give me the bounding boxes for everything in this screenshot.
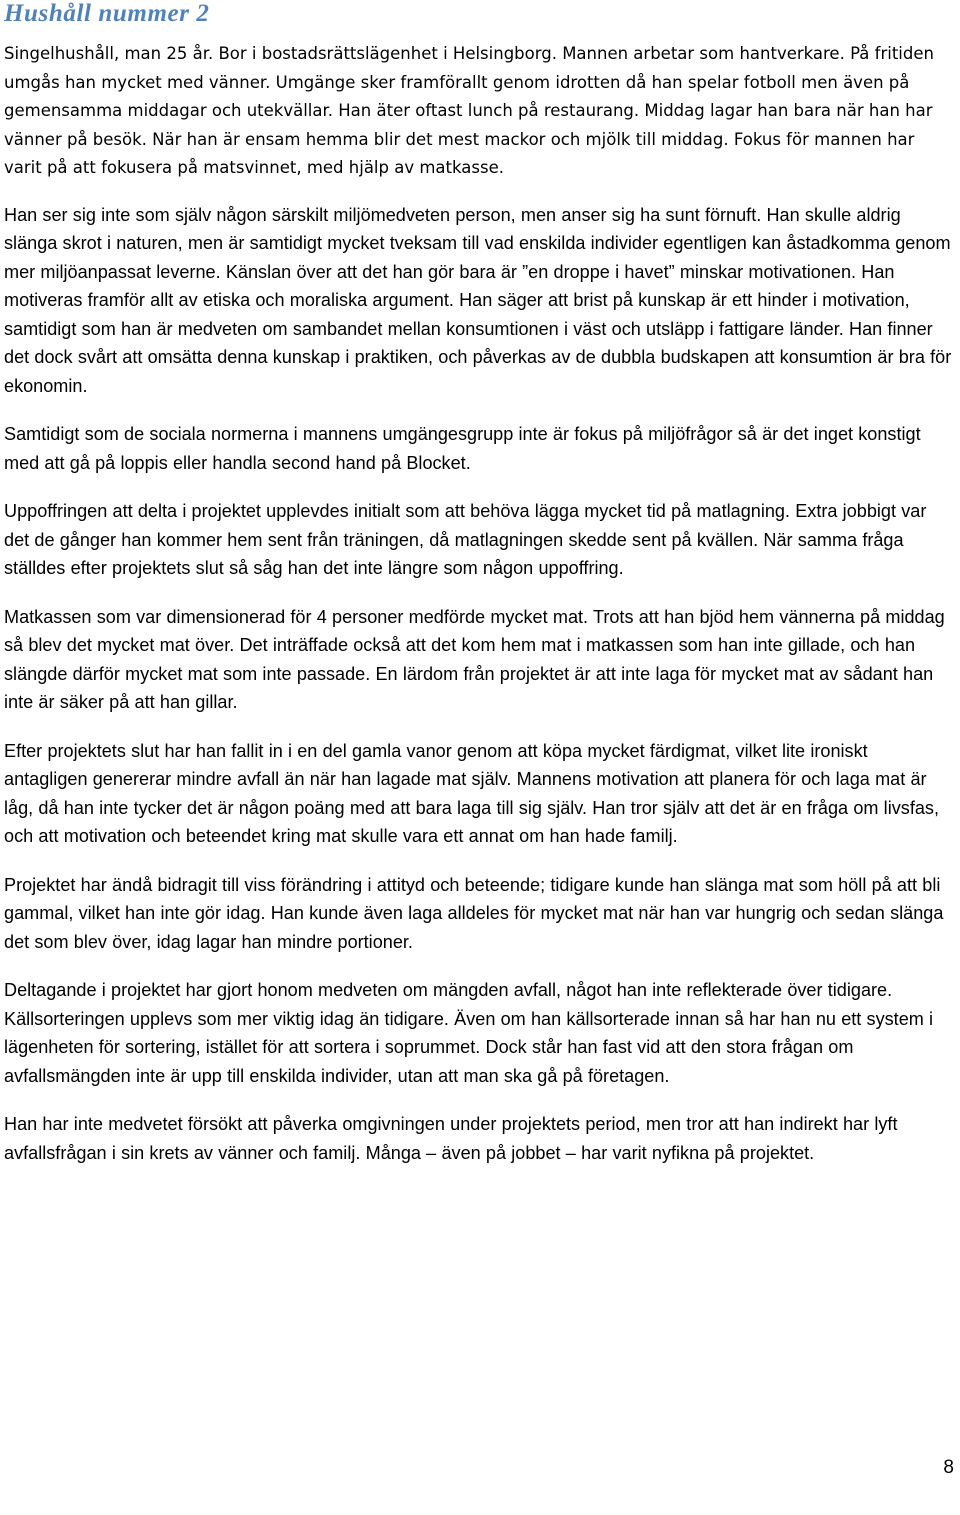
paragraph-waste-awareness: Deltagande i projektet har gjort honom medveten om mängden avfall, något han inte reflekterade över tidigare. Källsorteringen upplevs som mer viktig idag än tidigare. Även om han källsorterade innan så har han nu ett system i lägenheten för sortering, istället för att sortera i soprummet. Dock står han fast vid att den stora frågan om avfallsmängden inte är upp till enskilda individer, utan att man ska gå på företagen. (4, 980, 934, 1086)
paragraph-food-box: Matkassen som var dimensionerad för 4 personer medförde mycket mat. Trots att han bjöd hem vännerna på middag så blev det mycket mat över. Det inträffade också att det kom hem mat i matkassen som han inte gillade, och han slängde därför mycket mat som inte passade. En lärdom från projektet är att inte laga för mycket mat av sådant han inte är säker på att han gillar. (4, 606, 945, 712)
paragraph-behaviour-change: Projektet har ändå bidragit till viss förändring i attityd och beteende; tidigare kunde han slänga mat som höll på att bli gammal, vilket han inte gör idag. Han kunde även laga alldeles för mycket mat när han var hungrig och sedan slänga det som blev över, idag lagar han mindre portioner. (4, 874, 944, 952)
section-heading: Hushåll nummer 2 (4, 0, 210, 27)
paragraph-sacrifice: Uppoffringen att delta i projektet upplevdes initialt som att behöva lägga mycket tid på matlagning. Extra jobbigt var det de gånger han kommer hem sent från träningen, då matlagningen skedde sent på kvällen. När samma fråga ställdes efter projektets slut så såg han det inte längre som någon uppoffring. (4, 501, 927, 578)
paragraph-household-description: Singelhushåll, man 25 år. Bor i bostadsrättslägenhet i Helsingborg. Mannen arbetar som hantverkare. På fritiden umgås han mycket med vänner. Umgänge sker framförallt genom idrotten då han spelar fotboll men även på gemensamma middagar och utekvällar. Han äter oftast lunch på restaurang. Middag lagar han bara när han har vänner på besök. När han är ensam hemma blir det mest mackor och mjölk till middag. Fokus för mannen har varit på att fokusera på matsvinnet, med hjälp av matkasse. (4, 44, 934, 177)
document-page (4, 0, 956, 1187)
paragraph-after-project: Efter projektets slut har han fallit in i en del gamla vanor genom att köpa mycket färdigmat, vilket lite ironiskt antagligen genererar mindre avfall än när han lagade mat själv. Mannens motivation att planera för och laga mat är låg, då han inte tycker det är någon poäng med att bara laga till sig själv. Han tror själv att det är en fråga om livsfas, och att motivation och beteendet kring mat skulle vara ett annat om han hade familj. (4, 740, 939, 846)
paragraph-social-norms: Samtidigt som de sociala normerna i mannens umgängesgrupp inte är fokus på miljöfrågor så är det inget konstigt med att gå på loppis eller handla second hand på Blocket. (4, 424, 921, 473)
paragraph-influence: Han har inte medvetet försökt att påverka omgivningen under projektets period, men tror att han indirekt har lyft avfallsfrågan i sin krets av vänner och familj. Många – även på jobbet – har varit nyfikna på projektet. (4, 1114, 898, 1163)
paragraph-environmental-attitude: Han ser sig inte som själv någon särskilt miljömedveten person, men anser sig ha sunt förnuft. Han skulle aldrig slänga skrot i naturen, men är samtidigt mycket tveksam till vad enskilda individer egentligen kan åstadkomma genom mer miljöanpassat leverne. Känslan över att det han gör bara är ”en droppe i havet” minskar motivationen. Han motiveras framför allt av etiska och moraliska argument. Han säger att brist på kunskap är ett hinder i motivation, samtidigt som han är medveten om sambandet mellan konsumtionen i väst och utsläpp i fattigare länder. Han finner det dock svårt att omsätta denna kunskap i praktiken, och påverkas av de dubbla budskapen att konsumtion är bra för ekonomin. (4, 204, 952, 396)
page-number: 8 (943, 1457, 954, 1478)
